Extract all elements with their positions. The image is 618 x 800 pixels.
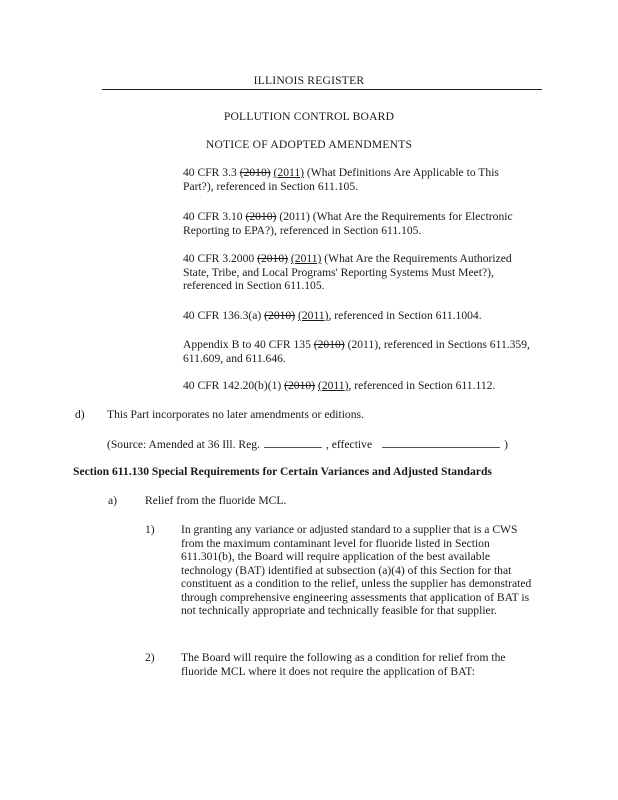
notice-title: NOTICE OF ADOPTED AMENDMENTS (205, 138, 413, 151)
underlined-year: (2011) (297, 309, 329, 322)
struck-year: (2010) (257, 252, 289, 265)
citation-5: 40 CFR 142.20(b)(1) (2010) (2011), referenced in Section 611.112. (183, 379, 496, 392)
item-2-text: The Board will require the following as a condition for relief from the fluoride MCL where it does not require the application of BAT: (181, 651, 506, 678)
item-2-label: 2) (145, 651, 155, 664)
underlined-year: (2011) (290, 252, 322, 265)
struck-year: (2010) (264, 309, 296, 322)
item-a-label: a) (108, 494, 118, 507)
source-note: (Source: Amended at 36 Ill. Reg. , effective ) (107, 438, 508, 451)
citation-4: Appendix B to 40 CFR 135 (2010) (2011), referenced in Sections 611.359, 611.609, and 611.646. (183, 338, 530, 365)
subsection-d-label: d) (75, 408, 85, 421)
subsection-d-text: This Part incorporates no later amendments or editions. (107, 408, 364, 421)
item-1-label: 1) (145, 523, 155, 536)
citation-3: 40 CFR 136.3(a) (2010) (2011), referenced in Section 611.1004. (183, 309, 482, 322)
blank-register-page (264, 437, 322, 448)
item-1-text: In granting any variance or adjusted standard to a supplier that is a CWS from the maximum contaminant level for fluoride listed in Section 611.301(b), the Board will require application of the best available technology (BAT) identified at subsection (a)(4) of this Section for that constituent as a condition to the relief, unless the supplier has demonstrated through comprehensive engineering assessments that application of BAT is not technically appropriate and technically feasible for that supplier. (181, 523, 532, 617)
struck-year: (2010) (313, 338, 345, 351)
citation-1: 40 CFR 3.10 (2010) (2011) (What Are the Requirements for Electronic Reporting to EPA?), referenced in Section 611.105. (183, 210, 513, 237)
struck-year: (2010) (245, 210, 277, 223)
agency-title: POLLUTION CONTROL BOARD (223, 110, 395, 123)
item-a-text: Relief from the fluoride MCL. (145, 494, 287, 507)
header-rule (102, 89, 542, 90)
struck-year: (2010) (239, 166, 271, 179)
citation-2: 40 CFR 3.2000 (2010) (2011) (What Are the Requirements Authorized State, Tribe, and Local Programs' Reporting Systems Must Meet?), referenced in Section 611.105. (183, 252, 512, 292)
underlined-year: (2011) (317, 379, 349, 392)
register-title: ILLINOIS REGISTER (253, 74, 365, 87)
struck-year: (2010) (284, 379, 316, 392)
blank-effective-date (382, 437, 500, 448)
citation-0: 40 CFR 3.3 (2010) (2011) (What Definitions Are Applicable to This Part?), referenced in Section 611.105. (183, 166, 499, 193)
section-heading: Section 611.130 Special Requirements for Certain Variances and Adjusted Standards (73, 465, 492, 478)
underlined-year: (2011) (273, 166, 305, 179)
